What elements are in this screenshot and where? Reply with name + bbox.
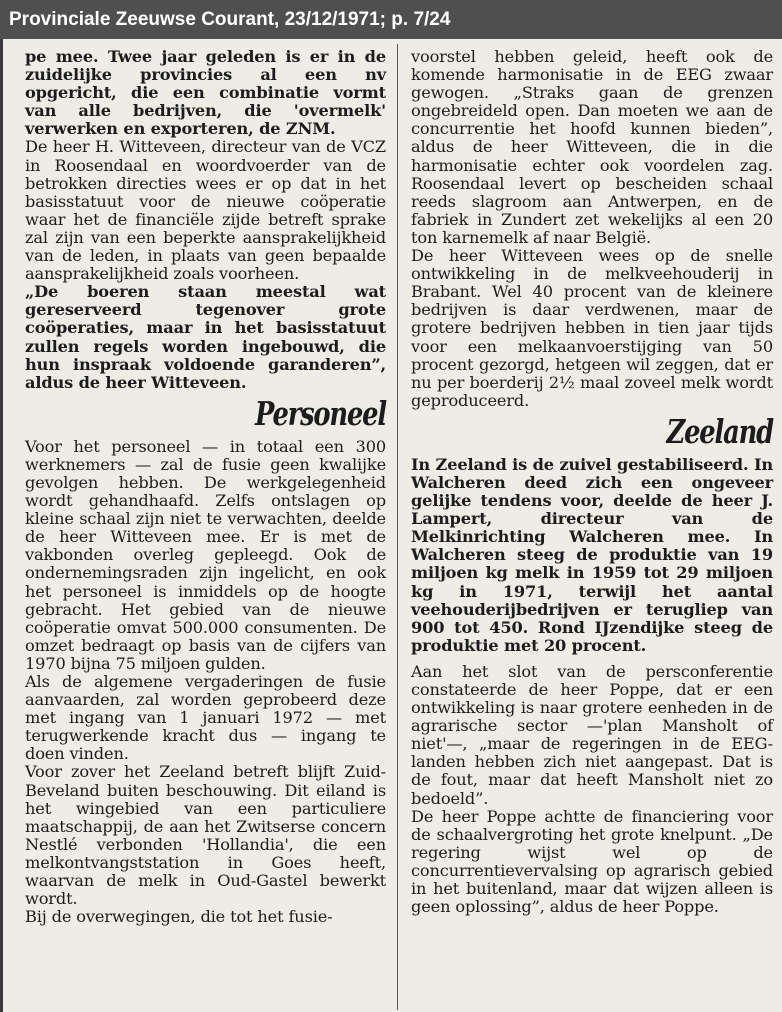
right-column bbox=[411, 48, 773, 916]
page-header: Provinciale Zeeuwse Courant, 23/12/1971; p. 7/24 bbox=[0, 0, 782, 39]
paragraph: In Zeeland is de zuivel gestabiliseerd. In Walcheren deed zich een ongeveer gelijke tendens voor, deelde de heer J. Lampert, directeur van de Melkinrichting Walcheren mee. In Walcheren steeg de produktie van 19 miljoen kg melk in 1959 tot 29 miljoen kg in 1971, terwijl het aantal veehouderijbedrijven er terugliep van 900 tot 450. Rond IJzendijke steeg de produktie met 20 procent. bbox=[411, 454, 773, 655]
paragraph: Bij de overwegingen, die tot het fusie- bbox=[25, 907, 333, 927]
paragraph: „De boeren staan meestal wat gereserveerd tegenover grote coöperaties, maar in het basisstatuut zullen regels worden ingebouwd, die hun inspraak voldoende garanderen”, aldus de heer Witteveen. bbox=[25, 282, 386, 392]
paragraph: De heer Poppe achtte de financiering voor de schaalvergroting het grote knelpunt. „De regering wijst wel op de concurrentievervalsing op agrarisch gebied in het buitenland, maar dat wijzen alleen is geen oplossing”, aldus de heer Poppe. bbox=[411, 806, 773, 917]
paragraph: pe mee. Twee jaar geleden is er in de zuidelijke provincies al een nv opgericht, die een combinatie vormt van alle bedrijven, die 'overmelk' verwerken en exporteren, de ZNM. bbox=[25, 47, 386, 139]
left-column bbox=[25, 48, 386, 926]
paragraph: voorstel hebben geleid, heeft ook de komende harmonisatie in de EEG zwaar gewogen. „Straks gaan de grenzen ongebreideld open. Dan moeten we aan de concurrentie het hoofd kunnen bieden”, aldus de heer Witteveen, die in die harmonisatie echter ook voordelen zag. Roosendaal levert op bescheiden schaal reeds slagroom aan Antwerpen, en de fabriek in Zundert zet wekelijks al een 20 ton karnemelk af naar België. bbox=[411, 47, 773, 247]
paragraph: De heer H. Witteveen, directeur van de VCZ in Roosendaal en woordvoerder van de betrokken directies wees er op dat in het basisstatuut voor de nieuwe coöperatie waar het de financiële zijde betreft sprake zal zijn van een beperkte aansprakelijkheid van de leden, in plaats van geen bepaalde aansprakelijkheid zoals voorheen. bbox=[25, 137, 386, 284]
section-heading: Personeel bbox=[255, 393, 386, 433]
paragraph: Voor zover het Zeeland betreft blijft Zuid-Beveland buiten beschouwing. Dit eiland is het wingebied van een particuliere maatschappij, de aan het Zwitserse concern Nestlé verbonden 'Hollandia', die een melkontvangststation in Goes heeft, waarvan de melk in Oud-Gastel bewerkt wordt. bbox=[25, 762, 386, 909]
paragraph: Voor het personeel — in totaal een 300 werknemers — zal de fusie geen kwalijke gevolgen hebben. De werkgelegenheid wordt gehandhaafd. Zelfs ontslagen op kleine schaal zijn niet te verwachten, deelde de heer Witteveen mee. Er is met de vakbonden overleg gepleegd. Ook de ondernemingsraden zijn ingelicht, en ook het personeel is inmiddels op de hoogte gebracht. Het gebied van de nieuwe coöperatie omvat 500.000 consumenten. De omzet bedraagt op basis van de cijfers van 1970 bijna 75 miljoen gulden. bbox=[25, 436, 386, 673]
paragraph: Aan het slot van de persconferentie constateerde de heer Poppe, dat er een ontwikkeling is naar grotere eenheden in de agrarische sector —'plan Mansholt of niet'—, „maar de regeringen in de EEG-landen hebben zich niet aangepast. Dat is de fout, maar dat heeft Mansholt niet zo bedoeld”. bbox=[411, 661, 773, 808]
column-rule bbox=[397, 44, 398, 1010]
section-heading: Zeeland bbox=[666, 411, 773, 451]
paragraph: De heer Witteveen wees op de snelle ontwikkeling in de melkveehouderij in Brabant. Wel 40 procent van de kleinere bedrijven is daar verdwenen, maar de grotere bedrijven hebben in tien jaar tijds voor een melkaanvoerstijging van 50 procent gezorgd, hetgeen wil zeggen, dat er nu per boerderij 2½ maal zoveel melk wordt geproduceerd. bbox=[411, 246, 773, 410]
paragraph: Als de algemene vergaderingen de fusie aanvaarden, zal worden geprobeerd deze met ingang van 1 januari 1972 — met terugwerkende kracht dus — ingang te doen vinden. bbox=[25, 672, 386, 764]
